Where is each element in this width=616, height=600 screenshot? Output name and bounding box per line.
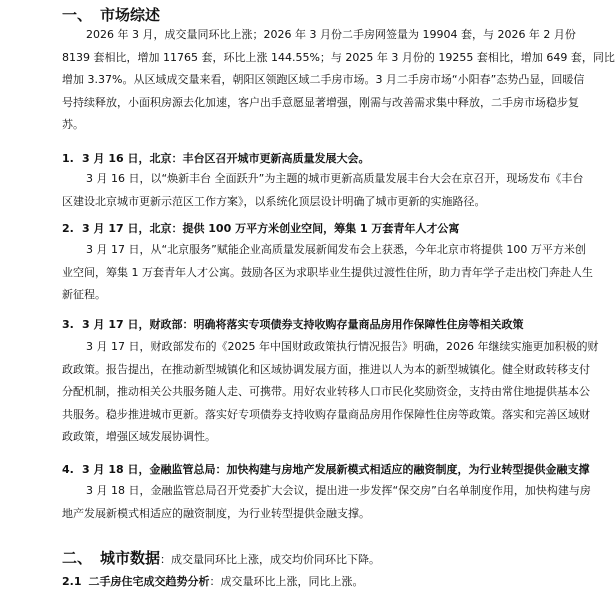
paragraph-line: 3 月 17 日，从“北京服务”赋能企业高质量发展新闻发布会上获悉，今年北京市将提供 100 万平方米创 [86, 243, 586, 256]
subsection-text: ：成交量环比上涨，同比上涨。 [209, 575, 364, 588]
section-title: 市场综述 [100, 6, 161, 24]
paragraph-line: 政政策，增强区域发展协调性。 [62, 430, 216, 443]
news-item-heading [62, 316, 523, 332]
item-number: 4. [62, 463, 74, 476]
paragraph-line: 业空间，筹集 1 万套青年人才公寓。鼓励各区为求职毕业生提供过渡性住所，助力青年学子走出校门奔赴人生 [62, 265, 593, 279]
paragraph-line: 新征程。 [62, 288, 106, 301]
paragraph-line: 3 月 18 日，金融监管总局召开党委扩大会议，提出进一步发挥“保交房”白名单制度作用，加快构建与房 [86, 484, 591, 497]
item-heading-text: 3 月 17 日，财政部：明确将落实专项债券支持收购存量商品房用作保障性住房等相关政策 [82, 318, 524, 331]
item-heading-text: 3 月 17 日，北京：提供 100 万平方米创业空间，筹集 1 万套青年人才公寓 [82, 222, 460, 235]
news-item-body [62, 239, 593, 307]
subsection-title: 二手房住宅成交趋势分析 [88, 575, 210, 588]
paragraph-line: 3 月 17 日，财政部发布的《2025 年中国财政政策执行情况报告》明确，2026 年继续实施更加积极的财 [86, 340, 599, 353]
paragraph-line: 分配机制，推动相关公共服务随人走、可携带。用好农业转移人口市民化奖励资金，支持由常住地提供基本公 [62, 385, 590, 398]
paragraph-line: 8139 套相比，增加 11765 套，环比上涨 144.55%；与 2025 年 3 月份的 19255 套相比，增加 649 套，同比 [62, 50, 615, 64]
news-item-heading [62, 150, 369, 166]
paragraph-line: 共服务。稳步推进城市更新。落实好专项债券支持收购存量商品房用作保障性住房等政策。落实和完善区域财 [62, 407, 590, 421]
news-item-heading [62, 461, 589, 477]
item-heading-text: 3 月 18 日，金融监管总局：加快构建与房地产发展新模式相适应的融资制度，为行业转型提供金融支撑 [82, 463, 590, 476]
section-heading-city-data [62, 547, 380, 568]
news-item-body [62, 480, 591, 525]
item-heading-text: 3 月 16 日，北京：丰台区召开城市更新高质量发展大会。 [82, 152, 370, 165]
item-number: 3. [62, 318, 74, 331]
news-item-body [62, 336, 599, 449]
section-number: 一、 [62, 6, 93, 24]
news-item-body [62, 168, 588, 213]
paragraph-line: 政政策。报告提出，在推动新型城镇化和区域协调发展方面，推进以人为本的新型城镇化。健全财政转移支付 [62, 362, 590, 376]
paragraph-line: 3 月 16 日，以“焕新丰台 全面跃升”为主题的城市更新高质量发展丰台大会在京召开，现场发布《丰台 [86, 172, 584, 185]
paragraph-line: 号持续释放，小面积房源去化加速，客户出手意愿显著增强，刚需与改善需求集中释放，二手房市场稳步复 [62, 95, 579, 109]
paragraph-line: 地产发展新模式相适应的融资制度，为行业转型提供金融支撑。 [62, 506, 370, 520]
summary-paragraph [62, 24, 615, 137]
paragraph-line: 2026 年 3 月，成交量同环比上涨；2026 年 3 月份二手房网签量为 19904 套，与 2026 年 2 月份 [86, 28, 576, 41]
paragraph-line: 增加 3.37%。从区域成交量来看，朝阳区领跑区域二手房市场。3 月二手房市场“小阳春”态势凸显，回暖信 [62, 73, 585, 86]
section-number: 二、 [62, 549, 93, 567]
paragraph-line: 区建设北京城市更新示范区工作方案》，以系统化顶层设计明确了城市更新的实施路径。 [62, 194, 486, 208]
item-number: 1. [62, 152, 74, 165]
news-item-heading [62, 220, 459, 236]
section-title: 城市数据 [100, 549, 161, 567]
section-subtitle: ：成交量同环比上涨，成交均价同环比下降。 [160, 553, 381, 566]
subsection-heading [62, 573, 364, 589]
subsection-number: 2.1 [62, 575, 82, 588]
paragraph-line: 苏。 [62, 118, 84, 131]
section-heading-market-overview [62, 4, 160, 25]
item-number: 2. [62, 222, 74, 235]
